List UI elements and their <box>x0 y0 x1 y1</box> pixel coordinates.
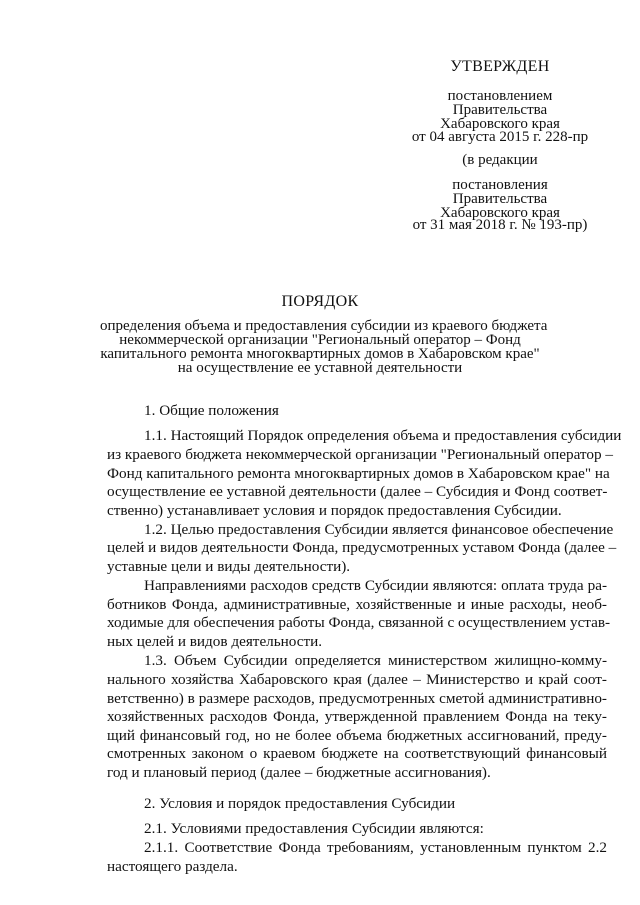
edition-date-line: от 31 мая 2018 г. № 193-пр) <box>412 217 588 233</box>
edition-decree <box>395 178 605 220</box>
subtitle-line: определения объема и предоставления субсидии из краевого бюджета <box>100 318 548 334</box>
paragraph-1-2-line: 1.2. Целью предоставления Субсидии является финансовое обеспечение <box>144 521 614 538</box>
paragraph-1-3-line: ветственно) в размере расходов, предусмотренных сметой административно- <box>107 690 607 707</box>
paragraph-1-3-line: нального хозяйства Хабаровского края (далее – Министерство и край соот- <box>107 671 607 688</box>
subtitle-line: некоммерческой организации "Региональный оператор – Фонд <box>119 332 521 348</box>
paragraph-directions-line: ных целей и видов деятельности. <box>107 633 323 650</box>
approval-line: Правительства <box>452 102 548 118</box>
approval-line: постановлением <box>447 88 553 104</box>
section-2-heading: 2. Условия и порядок предоставления Субсидии <box>144 795 456 812</box>
paragraph-1-3-line: год и плановый период (далее – бюджетные ассигнования). <box>107 764 491 781</box>
paragraph-1-3-line: 1.3. Объем Субсидии определяется министерством жилищно-комму- <box>144 652 607 669</box>
approval-decree <box>395 89 605 131</box>
paragraph-1-2-line: целей и видов деятельности Фонда, предусмотренных уставом Фонда (далее – <box>107 539 617 556</box>
paragraph-directions-line: ботников Фонда, административные, хозяйственные и иные расходы, необ- <box>107 596 607 613</box>
subtitle-line: капитального ремонта многоквартирных домов в Хабаровском крае" <box>100 346 540 362</box>
edition-note <box>395 153 605 167</box>
paragraph-1-1-line: Фонд капитального ремонта многоквартирных домов в Хабаровском крае" на <box>107 465 610 482</box>
paragraph-1-3-line: щий финансовый год, но не более объема бюджетных ассигнований, преду- <box>107 727 607 744</box>
paragraph-1-1-line: ственно) устанавливает условия и порядок предоставления Субсидии. <box>107 502 562 519</box>
edition-date <box>395 218 605 232</box>
document-subtitle <box>100 318 548 376</box>
paragraph-directions-line: ходимые для обеспечения работы Фонда, связанной с осуществлением устав- <box>107 614 611 631</box>
paragraph-1-1-line: из краевого бюджета некоммерческой организации "Региональный оператор – <box>107 446 613 463</box>
paragraph-1-3-line: хозяйственных расходов Фонда, утвержденной правлением Фонда на теку- <box>107 708 607 725</box>
edition-line: постановления <box>452 177 548 193</box>
paragraph-1-3-line: смотренных законом о краевом бюджете на соответствующий финансовый <box>107 745 607 762</box>
paragraph-2-1-1-line: 2.1.1. Соответствие Фонда требованиям, установленным пунктом 2.2 <box>144 839 607 856</box>
paragraph-2-1-1-line: настоящего раздела. <box>107 858 238 875</box>
paragraph-directions-line: Направлениями расходов средств Субсидии являются: оплата труда ра- <box>144 577 607 594</box>
approval-date-line: от 04 августа 2015 г. 228-пр <box>411 129 589 145</box>
approval-date <box>395 130 605 144</box>
paragraph-1-1-line: 1.1. Настоящий Порядок определения объема и предоставления субсидии <box>144 427 622 444</box>
approval-heading: УТВЕРЖДЕН <box>450 58 550 75</box>
paragraph-1-2-line: уставные цели и виды деятельности). <box>107 558 351 575</box>
document-title: ПОРЯДОК <box>281 293 359 310</box>
edition-line: (в редакции <box>462 152 538 168</box>
approval-block <box>395 60 605 74</box>
paragraph-2-1: 2.1. Условиями предоставления Субсидии являются: <box>144 820 484 837</box>
paragraph-1-1-line: осуществление ее уставной деятельности (далее – Субсидия и Фонд соответ- <box>107 483 608 500</box>
approval-line: Хабаровского края <box>440 116 560 132</box>
edition-line: Правительства <box>452 191 548 207</box>
edition-line: Хабаровского края <box>440 205 560 221</box>
section-1-heading: 1. Общие положения <box>144 402 279 419</box>
subtitle-line: на осуществление ее уставной деятельности <box>177 360 463 376</box>
